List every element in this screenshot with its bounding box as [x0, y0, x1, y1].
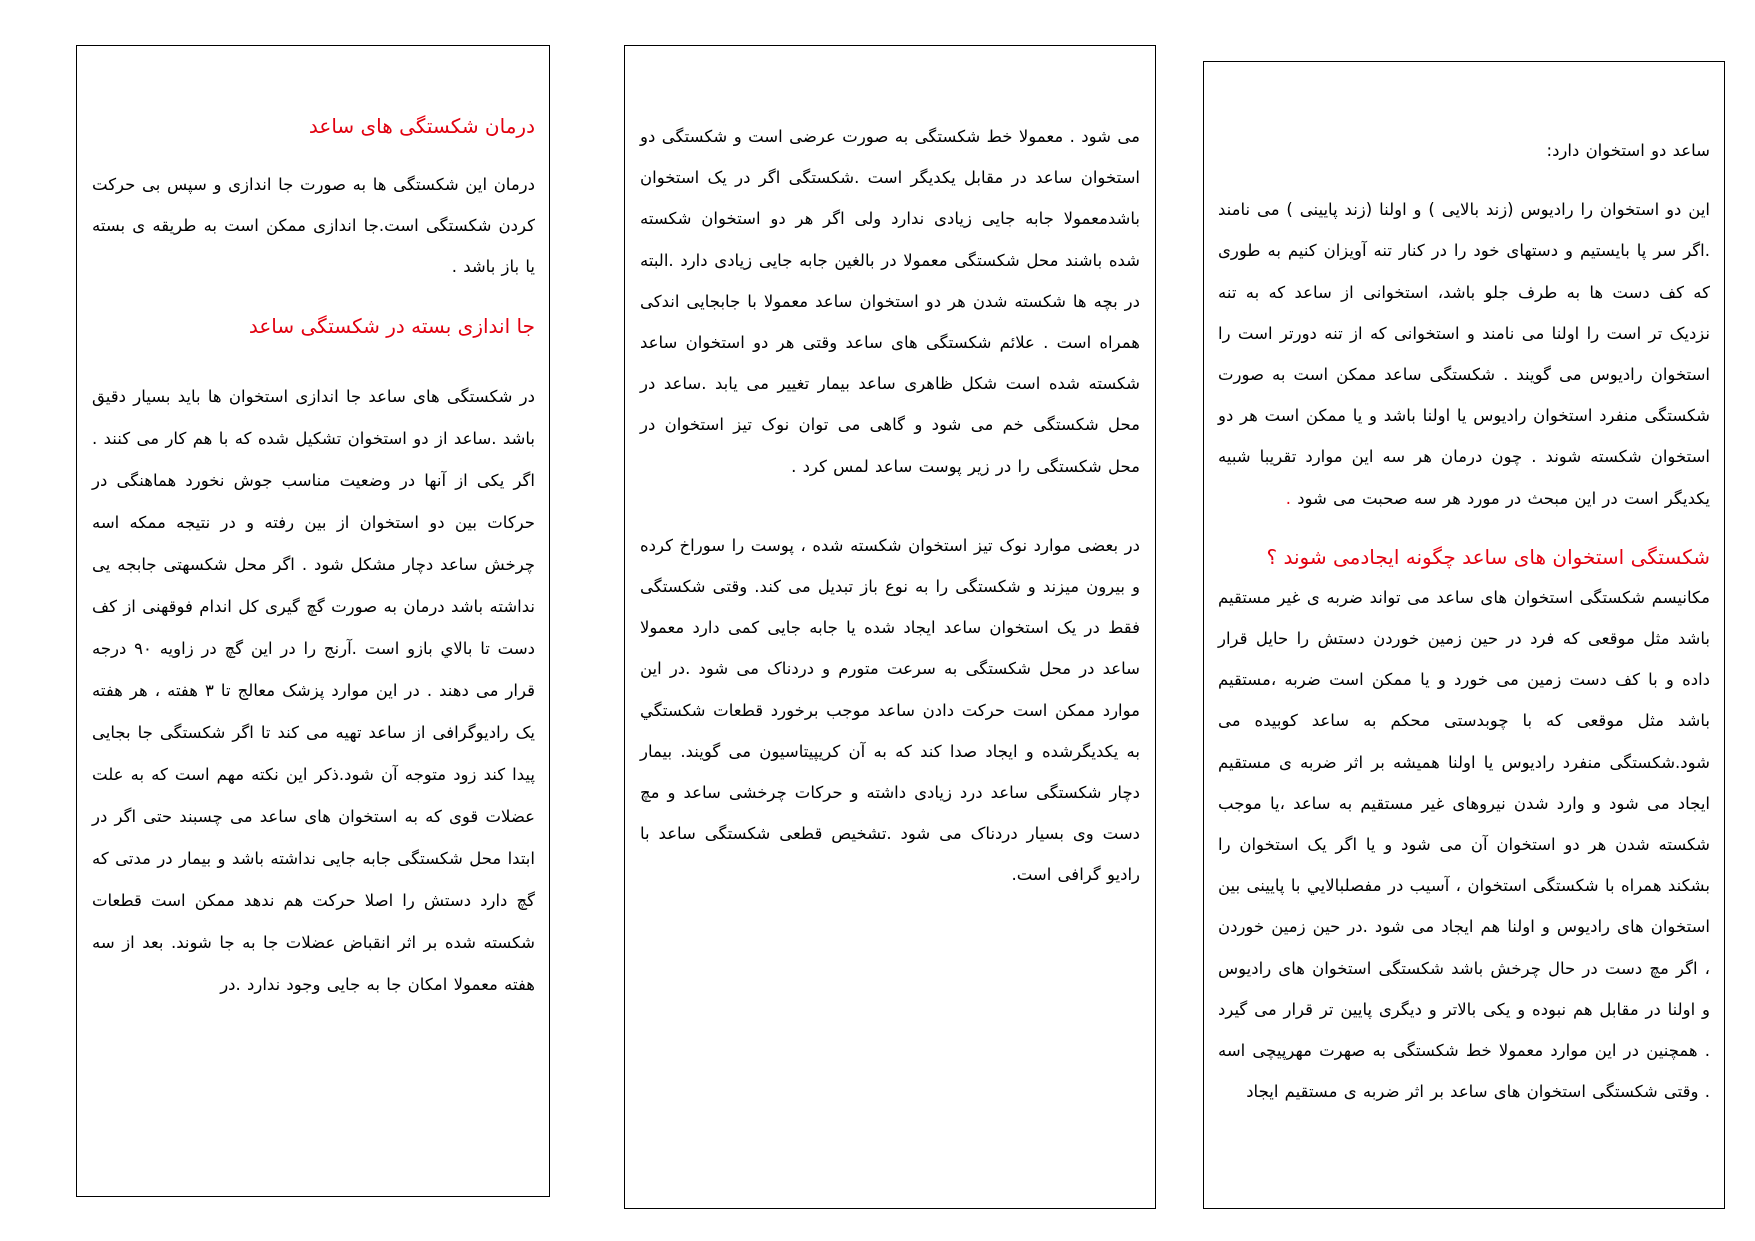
- spacer: [92, 146, 535, 164]
- paragraph-treatment: درمان این شکستگی ها به صورت جا اندازی و سپس بی حرکت کردن شکستگی است.جا اندازی ممکن است به طریقه ی بسته یا باز باشد .: [92, 175, 535, 277]
- right-column: [1203, 61, 1725, 1209]
- paragraph-mechanism: مکانیسم شکستگی استخوان های ساعد می تواند ضربه ی غیر مستقیم باشد مثل موقعی که فرد در حین زمین خوردن دستش را حایل قرار داده و با کف دست زمین می خورد و یا ممکن است ضربه ،مستقیم باشد مثل موقعی که با چوبدستی محکم به ساعد کوبیده می شود.شکستگی منفرد رادیوس یا اولنا همیشه بر اثر ضربه ی مستقیم ایجاد می شود و وارد شدن نیروهای غیر مستقیم به ساعد ،یا موجب شکسته شدن هر دو استخوان آن می شود و یا اگر یک استخوان را بشکند همراه با شکستگی استخوان ، آسیب در مفصلبالایي با پایینی بین استخوان های رادیوس و اولنا هم ایجاد می شود .در حین زمین خوردن ، اگر مچ دست در حال چرخش باشد شکستگی استخوان های رادیوس و اولنا در مقابل هم نبوده و یکی بالاتر و دیگری پایین تر قرار می گیرد . همچنین در این موارد معمولا خط شکستگی به صهرت مهرپیچی اسه . وقتی شکستگی استخوان های ساعد بر اثر ضربه ی مستقیم ایجاد: [1218, 587, 1710, 1102]
- spacer: [92, 346, 535, 376]
- paragraph-forearm-bones: [1218, 189, 1710, 519]
- spacer: [640, 487, 1140, 525]
- spacer: [1218, 519, 1710, 537]
- paragraph-fracture-line: می شود . معمولا خط شکستگی به صورت عرضی است و شکستگی دو استخوان ساعد در مقابل یکدیگر است .شکستگی اگر در یک استخوان باشدمعمولا جابه جایی زیادی ندارد ولی اگر هر دو استخوان شکسته شده باشند محل شکستگی معمولا در بالغین جابه جایی زیادی دارد .البته در بچه ها شکسته شدن هر دو استخوان ساعد معمولا با جابجایی اندکی همراه است . علائم شکستگی های ساعد وقتی هر دو استخوان ساعد شکسته شده است شکل ظاهری ساعد بیمار تغییر می یابد .ساعد در محل شکستگی خم می شود و گاهی می توان نوک تیز استخوان در محل شکستگی را در زیر پوست ساعد لمس کرد .: [640, 127, 1140, 476]
- paragraph-forearm-bones-text: این دو استخوان را رادیوس (زند بالایی ) و اولنا (زند پایینی ) می نامند .اگر سر پا بایستیم و دستهای خود را در کنار تنه آویزان کنیم به طوری که کف دست ها به طرف جلو باشد، استخوانی از ساعد که به تنه نزدیک تر است را اولنا می نامند و استخوانی که از تنه دورتر است را استخوان رادیوس می گویند . شکستگی ساعد ممکن است به صورت شکستگی منفرد استخوان رادیوس یا اولنا باشد و یا ممکن است هر دو استخوان شکسته شوند . چون درمان هر سه این موارد تقریبا شبیه یکدیگر است در این مبحث در مورد هر سه صحبت می شود: [1218, 200, 1710, 508]
- paragraph-end-mark: .: [1285, 488, 1298, 508]
- left-column: [76, 45, 550, 1197]
- paragraph-closed-reduction: در شکستگی های ساعد جا اندازی استخوان ها باید بسیار دقیق باشد .ساعد از دو استخوان تشکیل شده که با هم کار می کنند . اگر یکی از آنها در وضعیت مناسب جوش نخورد هماهنگی در حرکات بین دو استخوان از بین رفته و در نتیجه ممکه اسه چرخش ساعد دچار مشکل شود . اگر محل شکسهتی جابجه یی نداشته باشد درمان به صورت گچ گیری کل اندام فوقهنی از کف دست تا بالاي بازو است .آرنج را در این گچ در زاویه ۹۰ درجه قرار می دهند . در این موارد پزشک معالج تا ۳ هفته ، هر هفته یک رادیوگرافی از ساعد تهیه می کند تا اگر شکستگی جا بجایی پیدا کند زود متوجه آن شود.ذکر این نکته مهم است که به علت عضلات قوی که به استخوان های ساعد می چسبند حتی اگر در ابتدا محل شکستگی جابه جایی نداشته باشد و بیمار در مدتی که گچ دارد دستش را اصلا حرکت هم ندهد ممکن است قطعات شکسته شده بر اثر انقباض عضلات جا به جا شوند. بعد از سه هفته معمولا امکان جا به جایی وجود ندارد .در: [92, 386, 536, 994]
- paragraph-open-fracture: در بعضی موارد نوک تیز استخوان شکسته شده ، پوست را سوراخ کرده و بیرون میزند و شکستگی را به نوع باز تبدیل می کند. وقتی شکستگی فقط در یک استخوان ساعد ایجاد شده یا جابه جایی کمی دارد معمولا ساعد در محل شکستگی به سرعت متورم و دردناک می شود .در این موارد ممکن است حرکت دادن ساعد موجب برخورد قطعات شکستگي به یکدیگرشده و ایجاد صدا کند که به آن کریپیتاسیون می گویند. بیمار دچار شکستگی ساعد درد زیادی داشته و حرکات چرخشی ساعد و مچ دست وی بسیار دردناک می شود .تشخیص قطعی شکستگی ساعد با رادیو گرافی است.: [640, 535, 1140, 885]
- middle-column: [624, 45, 1156, 1209]
- spacer: [1218, 171, 1710, 189]
- section-heading-mechanism: شکستگی استخوان های ساعد چگونه ایجادمی شوند ؟: [1266, 544, 1710, 569]
- intro-line: ساعد دو استخوان دارد:: [1546, 141, 1710, 160]
- section-heading-closed-reduction: جا اندازی بسته در شکستگی ساعد: [248, 313, 535, 338]
- spacer: [92, 288, 535, 306]
- section-heading-treatment: درمان شکستگی های ساعد: [308, 114, 535, 138]
